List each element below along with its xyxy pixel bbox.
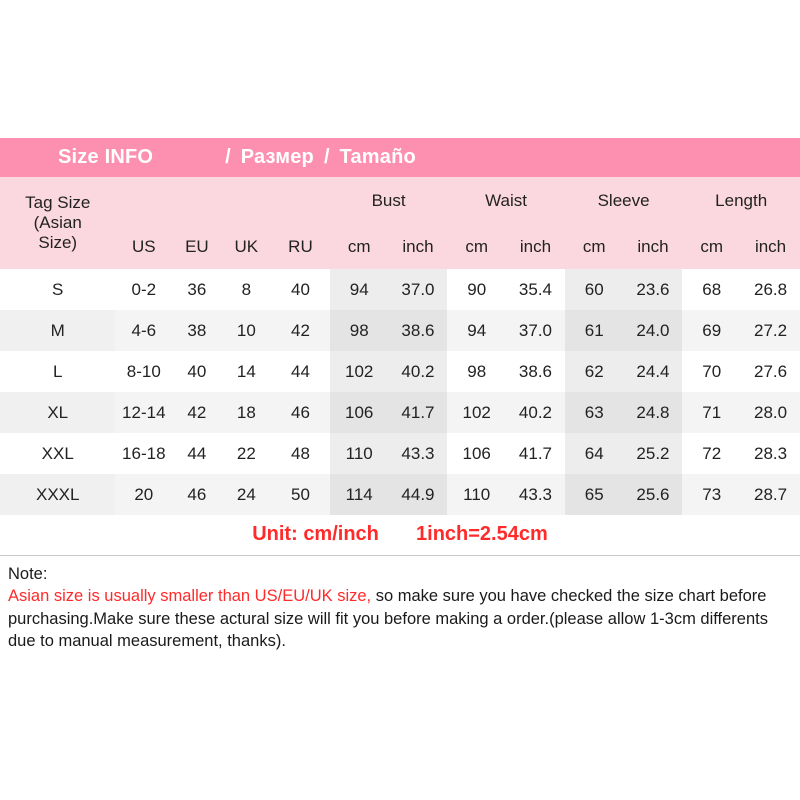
cell-sleeve-cm: 61 bbox=[565, 310, 624, 351]
note-warning-text: Asian size is usually smaller than US/EU/UK size, bbox=[8, 587, 372, 606]
header-length-cm: cm bbox=[700, 237, 724, 256]
cell-ru: 46 bbox=[271, 392, 330, 433]
header-group-waist: Waist bbox=[485, 191, 528, 210]
cell-length-inch: 28.3 bbox=[741, 433, 800, 474]
cell-waist-inch: 41.7 bbox=[506, 433, 565, 474]
cell-us: 8-10 bbox=[115, 351, 172, 392]
cell-bust-cm: 98 bbox=[330, 310, 389, 351]
header-region-blank bbox=[115, 177, 329, 225]
cell-eu: 44 bbox=[172, 433, 221, 474]
cell-uk: 10 bbox=[222, 310, 271, 351]
cell-uk: 8 bbox=[222, 269, 271, 310]
header-bust-cm: cm bbox=[347, 237, 371, 256]
cell-waist-inch: 40.2 bbox=[506, 392, 565, 433]
cell-us: 12-14 bbox=[115, 392, 172, 433]
cell-eu: 36 bbox=[172, 269, 221, 310]
note-block bbox=[0, 555, 800, 663]
cell-sleeve-inch: 24.8 bbox=[624, 392, 683, 433]
cell-bust-inch: 38.6 bbox=[389, 310, 448, 351]
cell-sleeve-cm: 64 bbox=[565, 433, 624, 474]
cell-bust-cm: 94 bbox=[330, 269, 389, 310]
cell-ru: 48 bbox=[271, 433, 330, 474]
table-row bbox=[0, 269, 800, 310]
header-waist-inch: inch bbox=[519, 237, 552, 256]
table-row bbox=[0, 351, 800, 392]
table-row bbox=[0, 474, 800, 515]
chart-title-band bbox=[0, 138, 800, 177]
cell-us: 16-18 bbox=[115, 433, 172, 474]
title-separator-1: / bbox=[225, 146, 231, 168]
cell-eu: 42 bbox=[172, 392, 221, 433]
cell-bust-inch: 40.2 bbox=[389, 351, 448, 392]
cell-bust-cm: 106 bbox=[330, 392, 389, 433]
table-body bbox=[0, 269, 800, 515]
header-group-bust: Bust bbox=[371, 191, 406, 210]
cell-us: 0-2 bbox=[115, 269, 172, 310]
cell-tag-size: XXXL bbox=[0, 474, 115, 515]
cell-length-inch: 28.0 bbox=[741, 392, 800, 433]
cell-sleeve-inch: 25.2 bbox=[624, 433, 683, 474]
title-english: Size INFO bbox=[58, 146, 154, 168]
header-bust-inch: inch bbox=[402, 237, 434, 256]
cell-sleeve-cm: 62 bbox=[565, 351, 624, 392]
cell-length-cm: 73 bbox=[682, 474, 741, 515]
cell-tag-size: L bbox=[0, 351, 115, 392]
cell-length-inch: 28.7 bbox=[741, 474, 800, 515]
note-body-text: so make sure you have checked the size chart before purchasing.Make sure these actural size will fit you before making a order.(please allow 1-3cm differents due to manual measurement, thanks). bbox=[8, 587, 768, 651]
cell-waist-cm: 98 bbox=[447, 351, 506, 392]
size-table bbox=[0, 177, 800, 515]
cell-uk: 24 bbox=[222, 474, 271, 515]
table-header-units bbox=[0, 225, 800, 269]
table-header-groups bbox=[0, 177, 800, 225]
cell-length-cm: 72 bbox=[682, 433, 741, 474]
cell-tag-size: XL bbox=[0, 392, 115, 433]
cell-ru: 44 bbox=[271, 351, 330, 392]
cell-eu: 46 bbox=[172, 474, 221, 515]
header-ru: RU bbox=[288, 237, 313, 256]
cell-bust-inch: 44.9 bbox=[389, 474, 448, 515]
cell-bust-cm: 102 bbox=[330, 351, 389, 392]
title-russian: Размер bbox=[240, 146, 314, 168]
title-separator-2: / bbox=[323, 146, 330, 168]
cell-sleeve-inch: 25.6 bbox=[624, 474, 683, 515]
cell-waist-cm: 110 bbox=[447, 474, 506, 515]
header-waist-cm: cm bbox=[465, 237, 489, 256]
cell-waist-inch: 38.6 bbox=[506, 351, 565, 392]
cell-eu: 40 bbox=[172, 351, 221, 392]
cell-waist-inch: 43.3 bbox=[506, 474, 565, 515]
header-group-length: Length bbox=[715, 191, 768, 210]
cell-uk: 18 bbox=[222, 392, 271, 433]
cell-tag-size: XXL bbox=[0, 433, 115, 474]
header-tag-size-line1: Tag Size bbox=[25, 192, 91, 212]
cell-waist-cm: 90 bbox=[447, 269, 506, 310]
unit-line bbox=[0, 515, 800, 555]
cell-ru: 50 bbox=[271, 474, 330, 515]
cell-waist-cm: 102 bbox=[447, 392, 506, 433]
header-sleeve-cm: cm bbox=[582, 237, 606, 256]
header-us: US bbox=[131, 237, 156, 256]
header-tag-size-line3: Size) bbox=[38, 233, 78, 253]
cell-length-inch: 27.2 bbox=[741, 310, 800, 351]
header-tag-size bbox=[0, 177, 115, 269]
cell-uk: 14 bbox=[222, 351, 271, 392]
header-eu: EU bbox=[185, 237, 209, 256]
cell-sleeve-cm: 63 bbox=[565, 392, 624, 433]
note-label: Note: bbox=[8, 565, 48, 583]
cell-tag-size: S bbox=[0, 269, 115, 310]
unit-text: Unit: cm/inch bbox=[252, 523, 379, 545]
cell-length-inch: 26.8 bbox=[741, 269, 800, 310]
cell-eu: 38 bbox=[172, 310, 221, 351]
title-spanish: Tamaño bbox=[339, 146, 416, 168]
cell-length-cm: 69 bbox=[682, 310, 741, 351]
table-row bbox=[0, 392, 800, 433]
cell-length-cm: 71 bbox=[682, 392, 741, 433]
cell-sleeve-inch: 24.4 bbox=[624, 351, 683, 392]
cell-sleeve-cm: 60 bbox=[565, 269, 624, 310]
cell-sleeve-inch: 24.0 bbox=[624, 310, 683, 351]
size-chart bbox=[0, 138, 800, 663]
cell-bust-cm: 110 bbox=[330, 433, 389, 474]
cell-length-cm: 70 bbox=[682, 351, 741, 392]
cell-bust-inch: 41.7 bbox=[389, 392, 448, 433]
cell-waist-cm: 106 bbox=[447, 433, 506, 474]
conversion-text: 1inch=2.54cm bbox=[416, 523, 548, 545]
cell-length-inch: 27.6 bbox=[741, 351, 800, 392]
cell-tag-size: M bbox=[0, 310, 115, 351]
cell-length-cm: 68 bbox=[682, 269, 741, 310]
cell-bust-inch: 43.3 bbox=[389, 433, 448, 474]
header-uk: UK bbox=[234, 237, 259, 256]
cell-ru: 40 bbox=[271, 269, 330, 310]
header-length-inch: inch bbox=[754, 237, 787, 256]
cell-ru: 42 bbox=[271, 310, 330, 351]
cell-uk: 22 bbox=[222, 433, 271, 474]
cell-sleeve-cm: 65 bbox=[565, 474, 624, 515]
header-group-sleeve: Sleeve bbox=[597, 191, 650, 210]
header-tag-size-line2: (Asian bbox=[33, 212, 82, 232]
cell-us: 20 bbox=[115, 474, 172, 515]
cell-sleeve-inch: 23.6 bbox=[624, 269, 683, 310]
header-sleeve-inch: inch bbox=[637, 237, 669, 256]
cell-waist-inch: 35.4 bbox=[506, 269, 565, 310]
cell-bust-cm: 114 bbox=[330, 474, 389, 515]
cell-waist-cm: 94 bbox=[447, 310, 506, 351]
table-row bbox=[0, 433, 800, 474]
cell-us: 4-6 bbox=[115, 310, 172, 351]
cell-waist-inch: 37.0 bbox=[506, 310, 565, 351]
table-row bbox=[0, 310, 800, 351]
cell-bust-inch: 37.0 bbox=[389, 269, 448, 310]
